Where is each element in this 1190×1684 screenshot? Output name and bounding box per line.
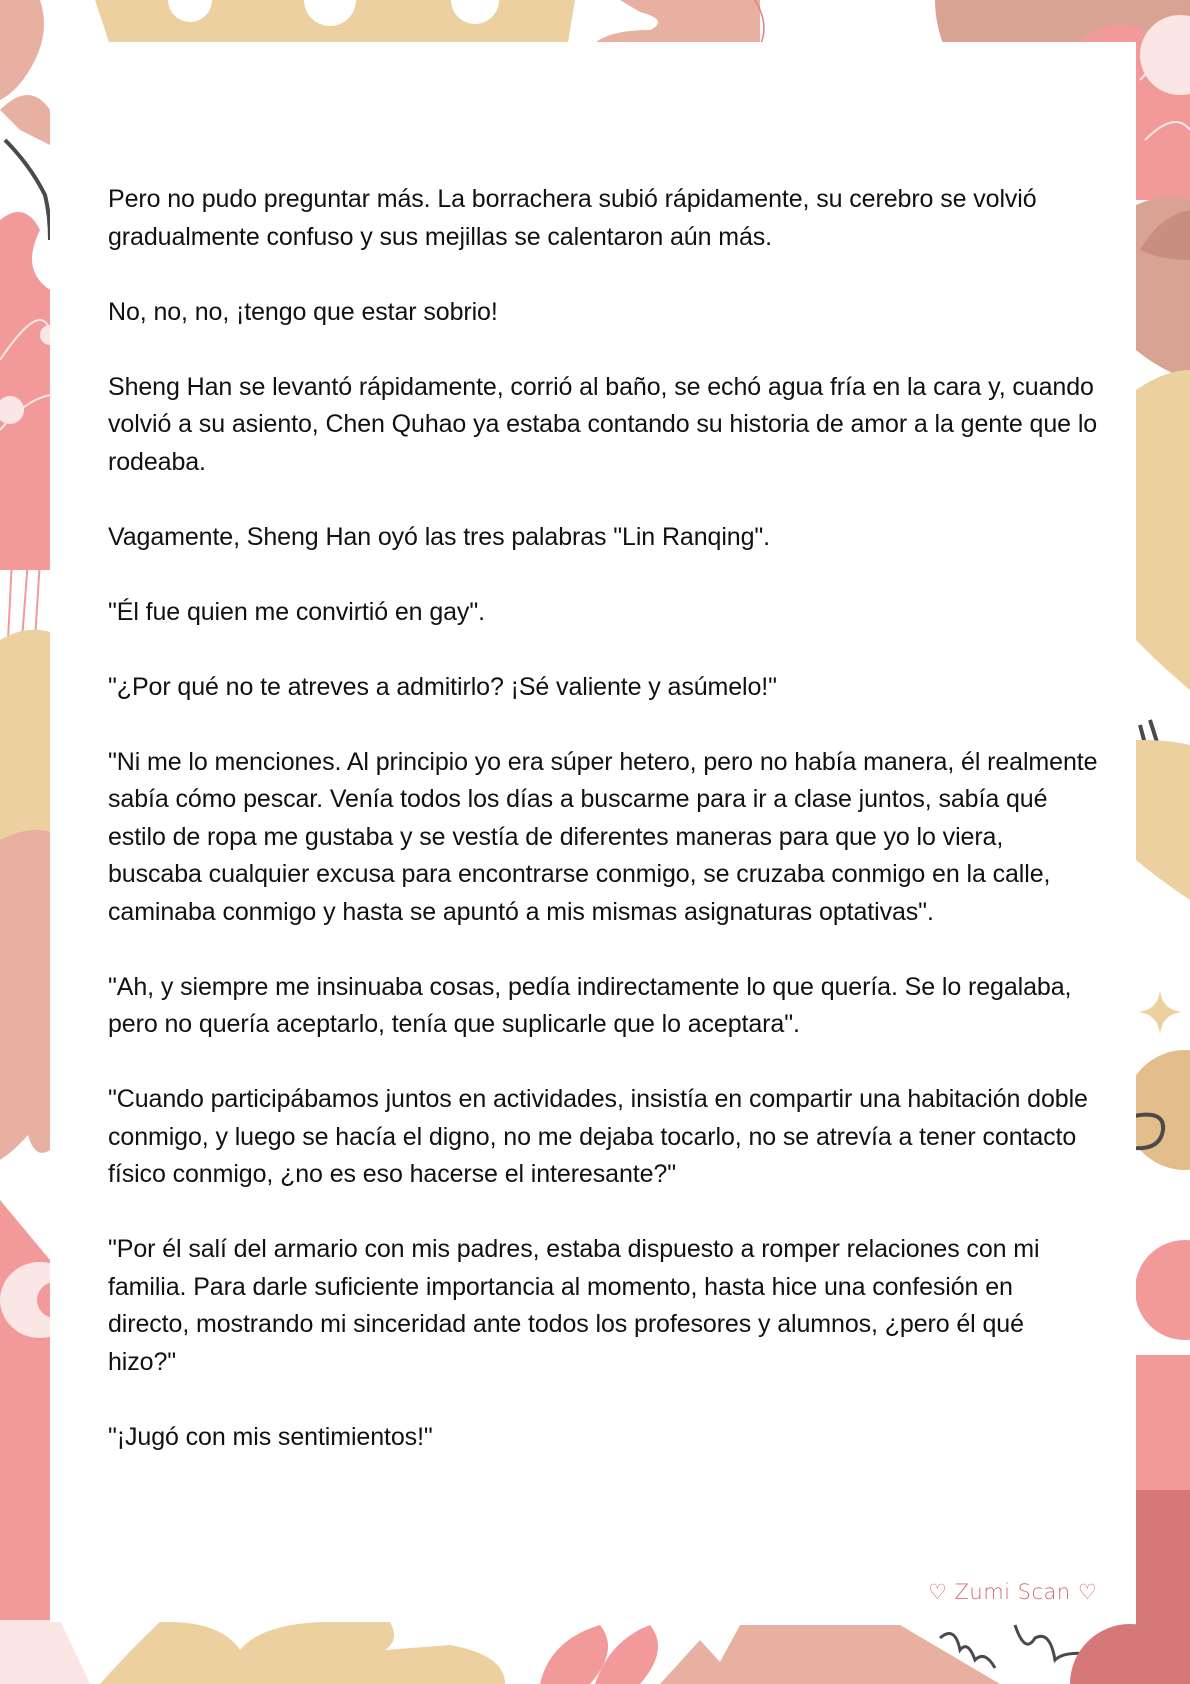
story-text xyxy=(108,181,1098,1494)
peach-blob-left-mid xyxy=(0,830,50,1160)
paragraph: "¡Jugó con mis sentimientos!" xyxy=(108,1422,433,1451)
tan-blob-bottom xyxy=(100,1622,505,1684)
paragraph: "Él fue quien me convirtió en gay". xyxy=(108,597,485,626)
paragraph: Pero no pudo preguntar más. La borrachera subió rápidamente, su cerebro se volvió gradualmente confuso y sus mejillas se calentaron aún más. xyxy=(108,185,1037,251)
paragraph: "Ni me lo menciones. Al principio yo era súper hetero, pero no había manera, él realmente sabía cómo pescar. Venía todos los días a buscarme para ir a clase juntos, sabía qué estilo de ropa me gustaba y se vestía de diferentes maneras para que yo lo viera, buscaba cualquier excusa para encontrarse conmigo, se cruzaba conmigo en la calle, caminaba conmigo y hasta se apuntó a mis mismas asignaturas optativas". xyxy=(108,747,1098,926)
pink-blob-left xyxy=(0,212,50,570)
dark-squiggle-bottom xyxy=(940,1625,1095,1668)
paragraph: "¿Por qué no te atreves a admitirlo? ¡Sé valiente y asúmelo!" xyxy=(108,672,777,701)
paragraph: Vagamente, Sheng Han oyó las tres palabras "Lin Ranqing". xyxy=(108,522,771,551)
paragraph: "Cuando participábamos juntos en actividades, insistía en compartir una habitación doble conmigo, y luego se hacía el digno, no me dejaba tocarlo, no se atrevía a tener contacto físico conmigo, ¿no es eso hacerse el interesante?" xyxy=(108,1085,1088,1188)
paragraph: "Por él salí del armario con mis padres, estaba dispuesto a romper relaciones con mi familia. Para darle suficiente importancia al momento, hasta hice una confesión en directo, mostrando mi sinceridad ante todos los profesores y alumnos, ¿pero él qué hizo?" xyxy=(108,1235,1040,1376)
sparkle-icon xyxy=(1138,990,1182,1035)
paragraph: Sheng Han se levantó rápidamente, corrió al baño, se echó agua fría en la cara y, cuando volvió a su asiento, Chen Quhao ya estaba contando su historia de amor a la gente que lo rodeaba. xyxy=(108,372,1098,476)
peach-stripe-bottom-left xyxy=(0,1620,90,1684)
pink-scribble-bottom xyxy=(540,1625,658,1684)
paragraph: No, no, no, ¡tengo que estar sobrio! xyxy=(108,297,498,326)
scanlator-signature: ♡ Zumi Scan ♡ xyxy=(928,1580,1098,1604)
paragraph: "Ah, y siempre me insinuaba cosas, pedía indirectamente lo que quería. Se lo regalaba, pero no quería aceptarlo, tenía que suplicarle que lo aceptara". xyxy=(108,972,1072,1038)
tan-blob-right xyxy=(1136,370,1190,690)
peach-blob-left-top xyxy=(0,0,44,100)
tan-blob-left xyxy=(0,630,50,840)
